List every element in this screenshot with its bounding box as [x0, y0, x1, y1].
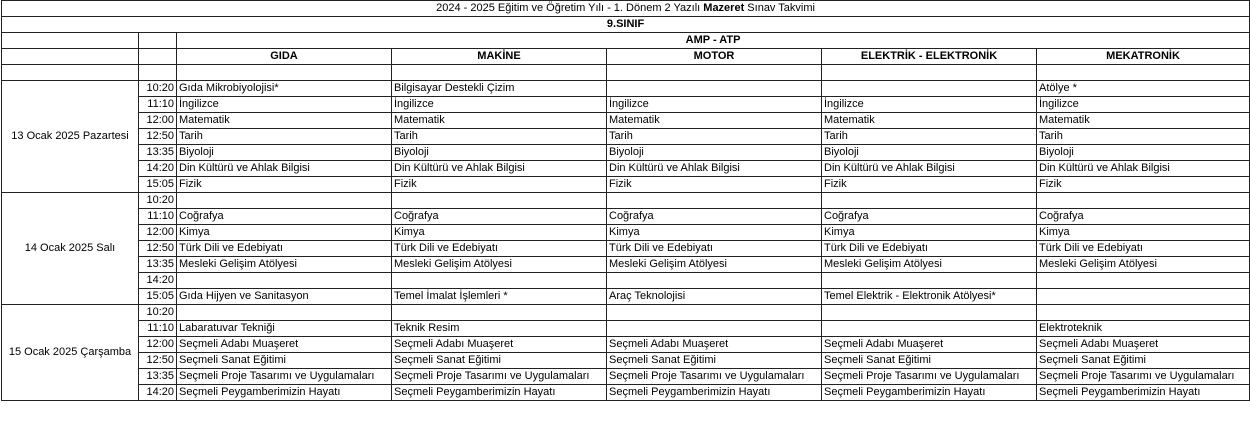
course-cell: Teknik Resim	[392, 321, 607, 337]
course-cell: Atölye *	[1037, 81, 1250, 97]
time-cell: 14:20	[139, 161, 177, 177]
course-cell: Din Kültürü ve Ahlak Bilgisi	[822, 161, 1037, 177]
course-cell: Kimya	[607, 225, 822, 241]
time-cell: 15:05	[139, 289, 177, 305]
spacer-row	[2, 65, 1250, 81]
course-cell: Araç Teknolojisi	[607, 289, 822, 305]
empty-cell	[139, 49, 177, 65]
course-cell	[392, 273, 607, 289]
course-cell: Seçmeli Sanat Eğitimi	[392, 353, 607, 369]
course-cell: Matematik	[177, 113, 392, 129]
course-cell: Mesleki Gelişim Atölyesi	[607, 257, 822, 273]
course-cell	[822, 193, 1037, 209]
time-cell: 10:20	[139, 305, 177, 321]
course-cell: Seçmeli Proje Tasarımı ve Uygulamaları	[607, 369, 822, 385]
course-cell: Tarih	[822, 129, 1037, 145]
schedule-row	[2, 321, 1250, 337]
time-cell: 12:00	[139, 337, 177, 353]
course-cell	[822, 273, 1037, 289]
schedule-row	[2, 145, 1250, 161]
course-cell: Din Kültürü ve Ahlak Bilgisi	[177, 161, 392, 177]
course-cell: Mesleki Gelişim Atölyesi	[392, 257, 607, 273]
department-header: MEKATRONİK	[1037, 49, 1250, 65]
course-cell	[1037, 273, 1250, 289]
empty-cell	[822, 65, 1037, 81]
grade-heading: 9.SINIF	[2, 17, 1250, 33]
course-cell: Elektroteknik	[1037, 321, 1250, 337]
course-cell: Fizik	[822, 177, 1037, 193]
time-cell: 14:20	[139, 385, 177, 401]
course-cell: Din Kültürü ve Ahlak Bilgisi	[392, 161, 607, 177]
schedule-row	[2, 193, 1250, 209]
department-header: ELEKTRİK - ELEKTRONİK	[822, 49, 1037, 65]
schedule-row	[2, 129, 1250, 145]
course-cell: Türk Dili ve Edebiyatı	[177, 241, 392, 257]
time-cell: 13:35	[139, 145, 177, 161]
course-cell: Bilgisayar Destekli Çizim	[392, 81, 607, 97]
course-cell: Seçmeli Proje Tasarımı ve Uygulamaları	[392, 369, 607, 385]
time-cell: 12:50	[139, 241, 177, 257]
schedule-row	[2, 289, 1250, 305]
course-cell: Tarih	[1037, 129, 1250, 145]
time-cell: 11:10	[139, 97, 177, 113]
time-cell: 14:20	[139, 273, 177, 289]
course-cell: Seçmeli Proje Tasarımı ve Uygulamaları	[177, 369, 392, 385]
time-cell: 13:35	[139, 369, 177, 385]
course-cell: Kimya	[822, 225, 1037, 241]
empty-cell	[2, 65, 139, 81]
schedule-row	[2, 81, 1250, 97]
course-cell	[607, 81, 822, 97]
course-cell: Kimya	[177, 225, 392, 241]
empty-cell	[607, 65, 822, 81]
time-cell: 13:35	[139, 257, 177, 273]
course-cell: Seçmeli Peygamberimizin Hayatı	[392, 385, 607, 401]
course-cell: Tarih	[392, 129, 607, 145]
course-cell: Seçmeli Proje Tasarımı ve Uygulamaları	[1037, 369, 1250, 385]
course-cell: Tarih	[607, 129, 822, 145]
course-cell: Seçmeli Adabı Muaşeret	[177, 337, 392, 353]
course-cell	[177, 305, 392, 321]
course-cell	[607, 273, 822, 289]
course-cell: İngilizce	[1037, 97, 1250, 113]
empty-cell	[2, 49, 139, 65]
empty-cell	[2, 33, 139, 49]
course-cell: Din Kültürü ve Ahlak Bilgisi	[607, 161, 822, 177]
course-cell: Fizik	[607, 177, 822, 193]
course-cell	[822, 81, 1037, 97]
course-cell	[822, 321, 1037, 337]
schedule-row	[2, 113, 1250, 129]
course-cell: Fizik	[177, 177, 392, 193]
department-header: MOTOR	[607, 49, 822, 65]
course-cell: Matematik	[1037, 113, 1250, 129]
time-cell: 12:50	[139, 353, 177, 369]
schedule-row	[2, 305, 1250, 321]
schedule-row	[2, 353, 1250, 369]
title-text-end: Sınav Takvimi	[744, 2, 815, 14]
course-cell: Gıda Hijyen ve Sanitasyon	[177, 289, 392, 305]
group-row	[2, 33, 1250, 49]
course-cell	[607, 321, 822, 337]
course-cell: Mesleki Gelişim Atölyesi	[1037, 257, 1250, 273]
course-cell: Türk Dili ve Edebiyatı	[822, 241, 1037, 257]
exam-schedule-table	[1, 0, 1250, 401]
course-cell: Gıda Mikrobiyolojisi*	[177, 81, 392, 97]
course-cell: Seçmeli Adabı Muaşeret	[607, 337, 822, 353]
course-cell	[607, 305, 822, 321]
course-cell	[1037, 289, 1250, 305]
course-cell: Labaratuvar Tekniği	[177, 321, 392, 337]
empty-cell	[1037, 65, 1250, 81]
course-cell: Matematik	[822, 113, 1037, 129]
course-cell: Seçmeli Adabı Muaşeret	[392, 337, 607, 353]
course-cell: Coğrafya	[392, 209, 607, 225]
time-cell: 15:05	[139, 177, 177, 193]
schedule-row	[2, 225, 1250, 241]
course-cell: Türk Dili ve Edebiyatı	[607, 241, 822, 257]
course-cell: Seçmeli Peygamberimizin Hayatı	[1037, 385, 1250, 401]
course-cell: Kimya	[392, 225, 607, 241]
schedule-row	[2, 273, 1250, 289]
time-cell: 11:10	[139, 209, 177, 225]
time-cell: 10:20	[139, 193, 177, 209]
title-text-start: 2024 - 2025 Eğitim ve Öğretim Yılı - 1. Dönem 2 Yazılı	[436, 2, 704, 14]
course-cell: Matematik	[607, 113, 822, 129]
course-cell: Seçmeli Adabı Muaşeret	[822, 337, 1037, 353]
day-label: 15 Ocak 2025 Çarşamba	[2, 305, 139, 401]
title-row	[2, 1, 1250, 17]
schedule-row	[2, 209, 1250, 225]
course-cell: Fizik	[1037, 177, 1250, 193]
time-cell: 12:00	[139, 225, 177, 241]
course-cell: İngilizce	[392, 97, 607, 113]
department-header: MAKİNE	[392, 49, 607, 65]
course-cell: Türk Dili ve Edebiyatı	[392, 241, 607, 257]
course-cell: Tarih	[177, 129, 392, 145]
course-cell	[177, 273, 392, 289]
schedule-row	[2, 369, 1250, 385]
course-cell: Coğrafya	[177, 209, 392, 225]
empty-cell	[139, 65, 177, 81]
course-cell: Coğrafya	[822, 209, 1037, 225]
course-cell: İngilizce	[607, 97, 822, 113]
group-heading: AMP - ATP	[177, 33, 1250, 49]
course-cell: Mesleki Gelişim Atölyesi	[822, 257, 1037, 273]
schedule-row	[2, 241, 1250, 257]
course-cell: Din Kültürü ve Ahlak Bilgisi	[1037, 161, 1250, 177]
time-cell: 10:20	[139, 81, 177, 97]
schedule-row	[2, 97, 1250, 113]
course-cell: Temel Elektrik - Elektronik Atölyesi*	[822, 289, 1037, 305]
time-cell: 12:00	[139, 113, 177, 129]
course-cell: Seçmeli Sanat Eğitimi	[1037, 353, 1250, 369]
course-cell: Seçmeli Sanat Eğitimi	[822, 353, 1037, 369]
course-cell: İngilizce	[822, 97, 1037, 113]
course-cell: Coğrafya	[607, 209, 822, 225]
schedule-row	[2, 257, 1250, 273]
schedule-row	[2, 177, 1250, 193]
course-cell: Matematik	[392, 113, 607, 129]
course-cell	[1037, 193, 1250, 209]
course-cell: Seçmeli Peygamberimizin Hayatı	[822, 385, 1037, 401]
course-cell: Seçmeli Sanat Eğitimi	[607, 353, 822, 369]
course-cell	[607, 193, 822, 209]
schedule-row	[2, 385, 1250, 401]
time-cell: 11:10	[139, 321, 177, 337]
course-cell: Kimya	[1037, 225, 1250, 241]
department-header-row	[2, 49, 1250, 65]
course-cell: Seçmeli Peygamberimizin Hayatı	[607, 385, 822, 401]
course-cell: Seçmeli Peygamberimizin Hayatı	[177, 385, 392, 401]
title-text-bold: Mazeret	[703, 2, 745, 14]
course-cell: Seçmeli Adabı Muaşeret	[1037, 337, 1250, 353]
schedule-row	[2, 161, 1250, 177]
course-cell	[1037, 305, 1250, 321]
course-cell	[392, 305, 607, 321]
empty-cell	[177, 65, 392, 81]
course-cell: Seçmeli Proje Tasarımı ve Uygulamaları	[822, 369, 1037, 385]
course-cell	[392, 193, 607, 209]
course-cell: İngilizce	[177, 97, 392, 113]
course-cell	[822, 305, 1037, 321]
page-title	[2, 1, 1250, 17]
course-cell: Biyoloji	[822, 145, 1037, 161]
day-label: 13 Ocak 2025 Pazartesi	[2, 81, 139, 193]
empty-cell	[392, 65, 607, 81]
course-cell: Coğrafya	[1037, 209, 1250, 225]
course-cell: Mesleki Gelişim Atölyesi	[177, 257, 392, 273]
course-cell: Biyoloji	[607, 145, 822, 161]
department-header: GIDA	[177, 49, 392, 65]
time-cell: 12:50	[139, 129, 177, 145]
grade-row	[2, 17, 1250, 33]
day-label: 14 Ocak 2025 Salı	[2, 193, 139, 305]
course-cell: Biyoloji	[1037, 145, 1250, 161]
course-cell: Biyoloji	[177, 145, 392, 161]
course-cell: Türk Dili ve Edebiyatı	[1037, 241, 1250, 257]
empty-cell	[139, 33, 177, 49]
course-cell	[177, 193, 392, 209]
course-cell: Fizik	[392, 177, 607, 193]
course-cell: Biyoloji	[392, 145, 607, 161]
schedule-row	[2, 337, 1250, 353]
course-cell: Temel İmalat İşlemleri *	[392, 289, 607, 305]
course-cell: Seçmeli Sanat Eğitimi	[177, 353, 392, 369]
